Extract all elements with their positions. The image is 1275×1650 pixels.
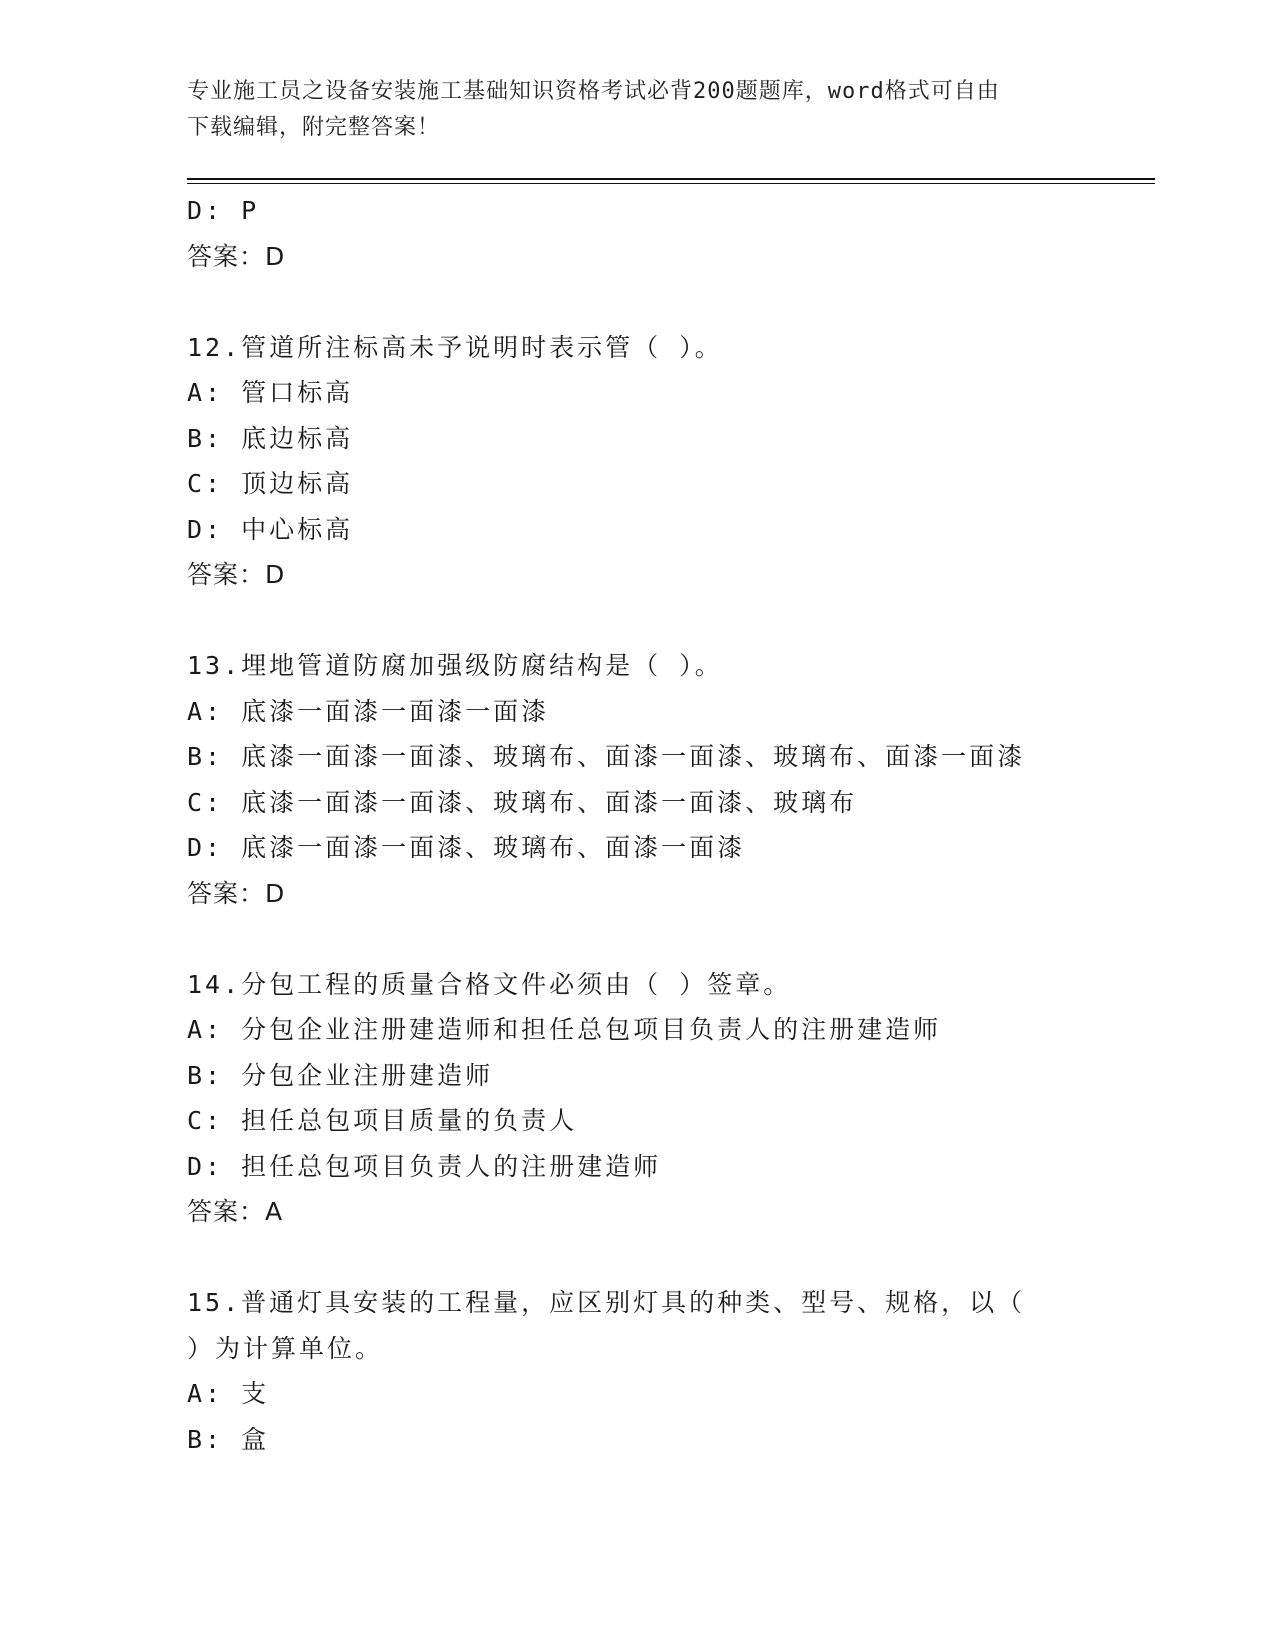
answer-label: 答案： — [187, 560, 266, 589]
answer-line — [187, 1189, 1117, 1235]
header-divider-thin — [187, 183, 1155, 184]
question-15 — [187, 1280, 1117, 1462]
option-b: B: 盒 — [187, 1424, 270, 1454]
option-b: B: 底边标高 — [187, 423, 354, 453]
answer-line — [187, 234, 1117, 280]
question-14 — [187, 962, 1117, 1235]
question-stem: 13.埋地管道防腐加强级防腐结构是（ ）。 — [187, 651, 723, 680]
option-b: B: 分包企业注册建造师 — [187, 1060, 494, 1090]
answer-label: 答案： — [187, 241, 266, 271]
answer-value: A — [265, 1197, 284, 1226]
option-d: D: 中心标高 — [187, 514, 354, 544]
option-c: C: 担任总包项目质量的负责人 — [187, 1106, 578, 1135]
option-d: D: 底漆一面漆一面漆、玻璃布、面漆一面漆 — [187, 833, 746, 862]
header-title-line-1: 专业施工员之设备安装施工基础知识资格考试必背200题题库，word格式可自由 — [187, 79, 1000, 104]
header-title-line-2: 下载编辑，附完整答案！ — [187, 115, 441, 140]
answer-line — [187, 552, 1117, 598]
question-stem-line-2: ）为计算单位。 — [187, 1333, 384, 1363]
option-c: C: 底漆一面漆一面漆、玻璃布、面漆一面漆、玻璃布 — [187, 787, 858, 817]
answer-value: D — [265, 878, 286, 908]
spacer — [187, 916, 1117, 962]
question-12 — [187, 325, 1117, 598]
question-stem-line-1: 15.普通灯具安装的工程量，应区别灯具的种类、型号、规格，以（ — [187, 1288, 1026, 1317]
question-fragment — [187, 188, 1117, 279]
option-d: D: 担任总包项目负责人的注册建造师 — [187, 1151, 662, 1181]
answer-value: D — [265, 241, 286, 271]
question-stem: 14.分包工程的质量合格文件必须由（ ）签章。 — [187, 969, 792, 999]
question-13 — [187, 643, 1117, 916]
option-a: A: 支 — [187, 1379, 270, 1408]
answer-value: D — [265, 560, 286, 589]
answer-line — [187, 871, 1117, 917]
header-divider — [187, 178, 1155, 180]
option-d: D: P — [187, 196, 260, 225]
question-list — [187, 188, 1117, 1462]
spacer — [187, 598, 1117, 644]
option-c: C: 顶边标高 — [187, 469, 354, 498]
document-header — [187, 74, 1087, 146]
spacer — [187, 279, 1117, 325]
option-a: A: 底漆一面漆一面漆一面漆 — [187, 696, 550, 726]
answer-label: 答案： — [187, 1197, 266, 1226]
spacer — [187, 1235, 1117, 1281]
question-stem: 12.管道所注标高未予说明时表示管（ ）。 — [187, 332, 723, 362]
option-a: A: 管口标高 — [187, 378, 354, 407]
option-a: A: 分包企业注册建造师和担任总包项目负责人的注册建造师 — [187, 1015, 942, 1044]
option-b: B: 底漆一面漆一面漆、玻璃布、面漆一面漆、玻璃布、面漆一面漆 — [187, 742, 1026, 771]
answer-label: 答案： — [187, 878, 266, 908]
